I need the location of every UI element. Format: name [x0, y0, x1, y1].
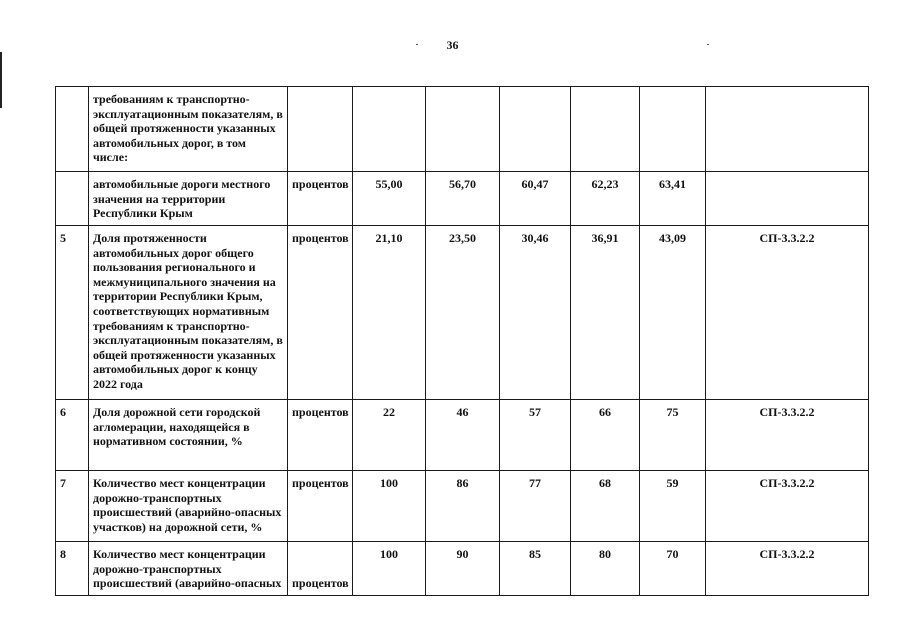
value-cell-year-4 — [571, 87, 640, 172]
value-cell-year-4: 80 — [571, 542, 640, 596]
indicator-description-cell: Доля дорожной сети городской агломерации, находящейся в нормативном состоянии, % — [89, 400, 288, 471]
value-cell-year-1: 100 — [353, 542, 426, 596]
value-cell-year-3: 60,47 — [500, 172, 571, 226]
reference-cell — [706, 172, 869, 226]
unit-cell: процентов — [288, 226, 353, 400]
unit-cell — [288, 87, 353, 172]
value-cell-year-1: 22 — [353, 400, 426, 471]
reference-cell: СП-3.3.2.2 — [706, 226, 869, 400]
row-number-cell: 6 — [56, 400, 89, 471]
value-cell-year-3: 57 — [500, 400, 571, 471]
row-number-cell — [56, 172, 89, 226]
unit-cell: процентов — [288, 400, 353, 471]
row-number-cell: 7 — [56, 471, 89, 542]
table-row — [56, 471, 869, 542]
table-row — [56, 542, 869, 596]
page-number: 36 — [446, 38, 459, 52]
value-cell-year-5: 63,41 — [640, 172, 706, 226]
value-cell-year-2: 90 — [426, 542, 500, 596]
value-cell-year-5: 43,09 — [640, 226, 706, 400]
table-row — [56, 400, 869, 471]
value-cell-year-3: 30,46 — [500, 226, 571, 400]
unit-cell: процентов — [288, 172, 353, 226]
table-row — [56, 87, 869, 172]
value-cell-year-1: 21,10 — [353, 226, 426, 400]
indicator-description-cell: автомобильные дороги местного значения на территории Республики Крым — [89, 172, 288, 226]
value-cell-year-3: 85 — [500, 542, 571, 596]
indicator-description-cell: Количество мест концентрации дорожно-транспортных происшествий (аварийно-опасных участков) на дорожной сети, % — [89, 471, 288, 542]
reference-cell: СП-3.3.2.2 — [706, 542, 869, 596]
reference-cell: СП-3.3.2.2 — [706, 471, 869, 542]
table-row — [56, 172, 869, 226]
value-cell-year-5: 70 — [640, 542, 706, 596]
row-number-cell: 5 — [56, 226, 89, 400]
value-cell-year-5: 59 — [640, 471, 706, 542]
value-cell-year-1: 100 — [353, 471, 426, 542]
indicator-description-cell: Количество мест концентрации дорожно-транспортных происшествий (аварийно-опасных — [89, 542, 288, 596]
scan-edge-mark — [0, 52, 2, 108]
indicator-description-cell: Доля протяженности автомобильных дорог общего пользования регионального и межмуниципального значения на территории Республики Крым, соответствующих нормативным требованиям к транспортно- эксплуатационным показателям, в общей протяженности указанных автомобильных дорог к концу 2022 года — [89, 226, 288, 400]
indicator-table — [55, 86, 869, 596]
value-cell-year-3: 77 — [500, 471, 571, 542]
table-row — [56, 226, 869, 400]
value-cell-year-5: 75 — [640, 400, 706, 471]
value-cell-year-2: 46 — [426, 400, 500, 471]
value-cell-year-2: 56,70 — [426, 172, 500, 226]
unit-cell: процентов — [288, 542, 353, 596]
value-cell-year-1: 55,00 — [353, 172, 426, 226]
value-cell-year-2 — [426, 87, 500, 172]
unit-cell: процентов — [288, 471, 353, 542]
value-cell-year-2: 86 — [426, 471, 500, 542]
row-number-cell — [56, 87, 89, 172]
value-cell-year-3 — [500, 87, 571, 172]
value-cell-year-4: 36,91 — [571, 226, 640, 400]
value-cell-year-4: 66 — [571, 400, 640, 471]
value-cell-year-1 — [353, 87, 426, 172]
reference-cell: СП-3.3.2.2 — [706, 400, 869, 471]
indicator-description-cell: требованиям к транспортно- эксплуатационным показателям, в общей протяженности указанных автомобильных дорог, в том числе: — [89, 87, 288, 172]
value-cell-year-4: 62,23 — [571, 172, 640, 226]
value-cell-year-5 — [640, 87, 706, 172]
reference-cell — [706, 87, 869, 172]
value-cell-year-2: 23,50 — [426, 226, 500, 400]
value-cell-year-4: 68 — [571, 471, 640, 542]
row-number-cell: 8 — [56, 542, 89, 596]
